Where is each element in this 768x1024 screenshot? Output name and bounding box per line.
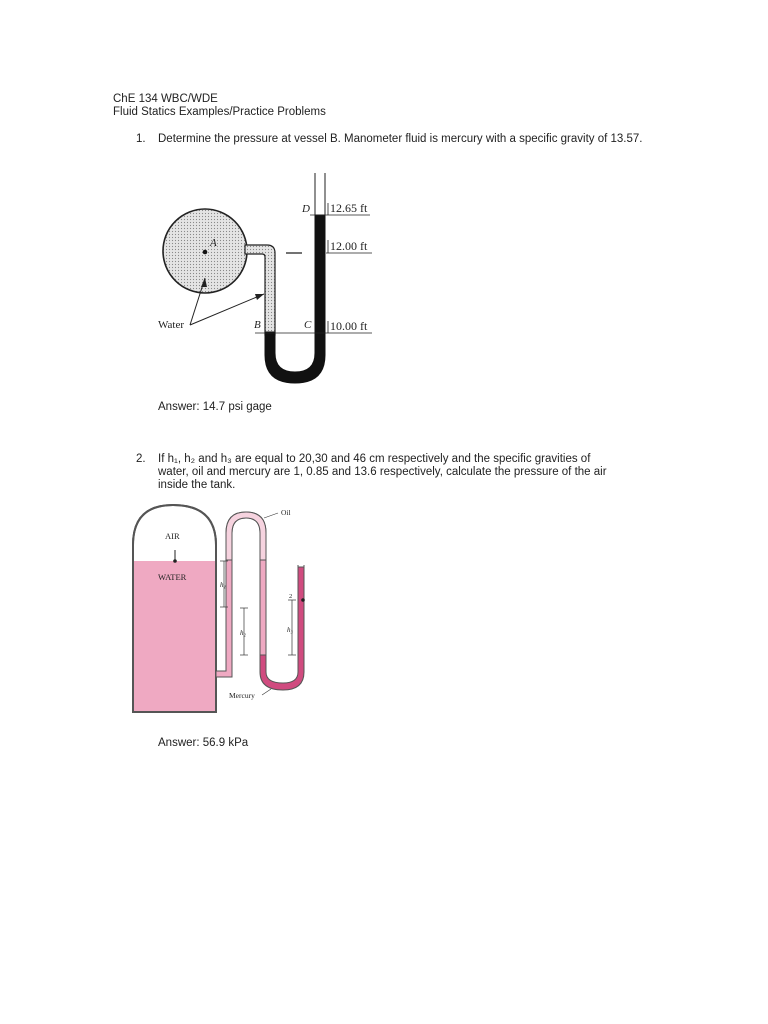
label-water: Water xyxy=(158,319,184,331)
label-2: 2 xyxy=(289,593,293,600)
label-10-00: 10.00 ft xyxy=(330,319,368,333)
right-tube-top xyxy=(315,173,325,215)
problem-2-answer: Answer: 56.9 kPa xyxy=(158,737,249,749)
problem-2-number: 2. xyxy=(136,453,146,465)
vessel-a-point xyxy=(203,250,208,255)
label-c: C xyxy=(304,319,312,331)
outlet-pipe xyxy=(216,512,266,677)
problem-2-text-line-2: water, oil and mercury are 1, 0.85 and 13.6 respectively, calculate the pressure of the air xyxy=(158,466,607,478)
water-arrow-2 xyxy=(190,294,264,325)
problem-1-figure xyxy=(150,170,390,390)
label-d: D xyxy=(302,203,310,215)
problem-2-text-line-3: inside the tank. xyxy=(158,479,236,491)
label-h1: h₁ xyxy=(220,581,226,589)
label-h3: h₃ xyxy=(287,626,293,634)
label-mercury: Mercury xyxy=(229,691,255,700)
label-12-00: 12.00 ft xyxy=(330,239,368,253)
label-b: B xyxy=(254,319,261,331)
mercury-u-tube xyxy=(260,567,304,690)
label-12-65: 12.65 ft xyxy=(330,201,368,215)
problem-2-figure xyxy=(128,500,328,720)
course-title: ChE 134 WBC/WDE xyxy=(113,93,218,105)
oil-segment xyxy=(226,512,266,560)
tank-water xyxy=(134,561,215,711)
label-oil: Oil xyxy=(281,508,291,517)
problem-2-text-line-1: If h₁, h₂ and h₃ are equal to 20,30 and 46 cm respectively and the specific gravities of xyxy=(158,453,591,465)
mercury-point xyxy=(301,598,305,602)
label-a: A xyxy=(210,237,217,249)
label-air: AIR xyxy=(165,531,180,541)
label-h2: h₂ xyxy=(240,629,246,637)
label-water: WATER xyxy=(158,572,187,582)
problem-1-answer: Answer: 14.7 psi gage xyxy=(158,401,272,413)
document-subtitle: Fluid Statics Examples/Practice Problems xyxy=(113,106,326,118)
problem-1-number: 1. xyxy=(136,133,146,145)
problem-1-text: Determine the pressure at vessel B. Manometer fluid is mercury with a specific gravity of 13.57. xyxy=(158,133,643,145)
